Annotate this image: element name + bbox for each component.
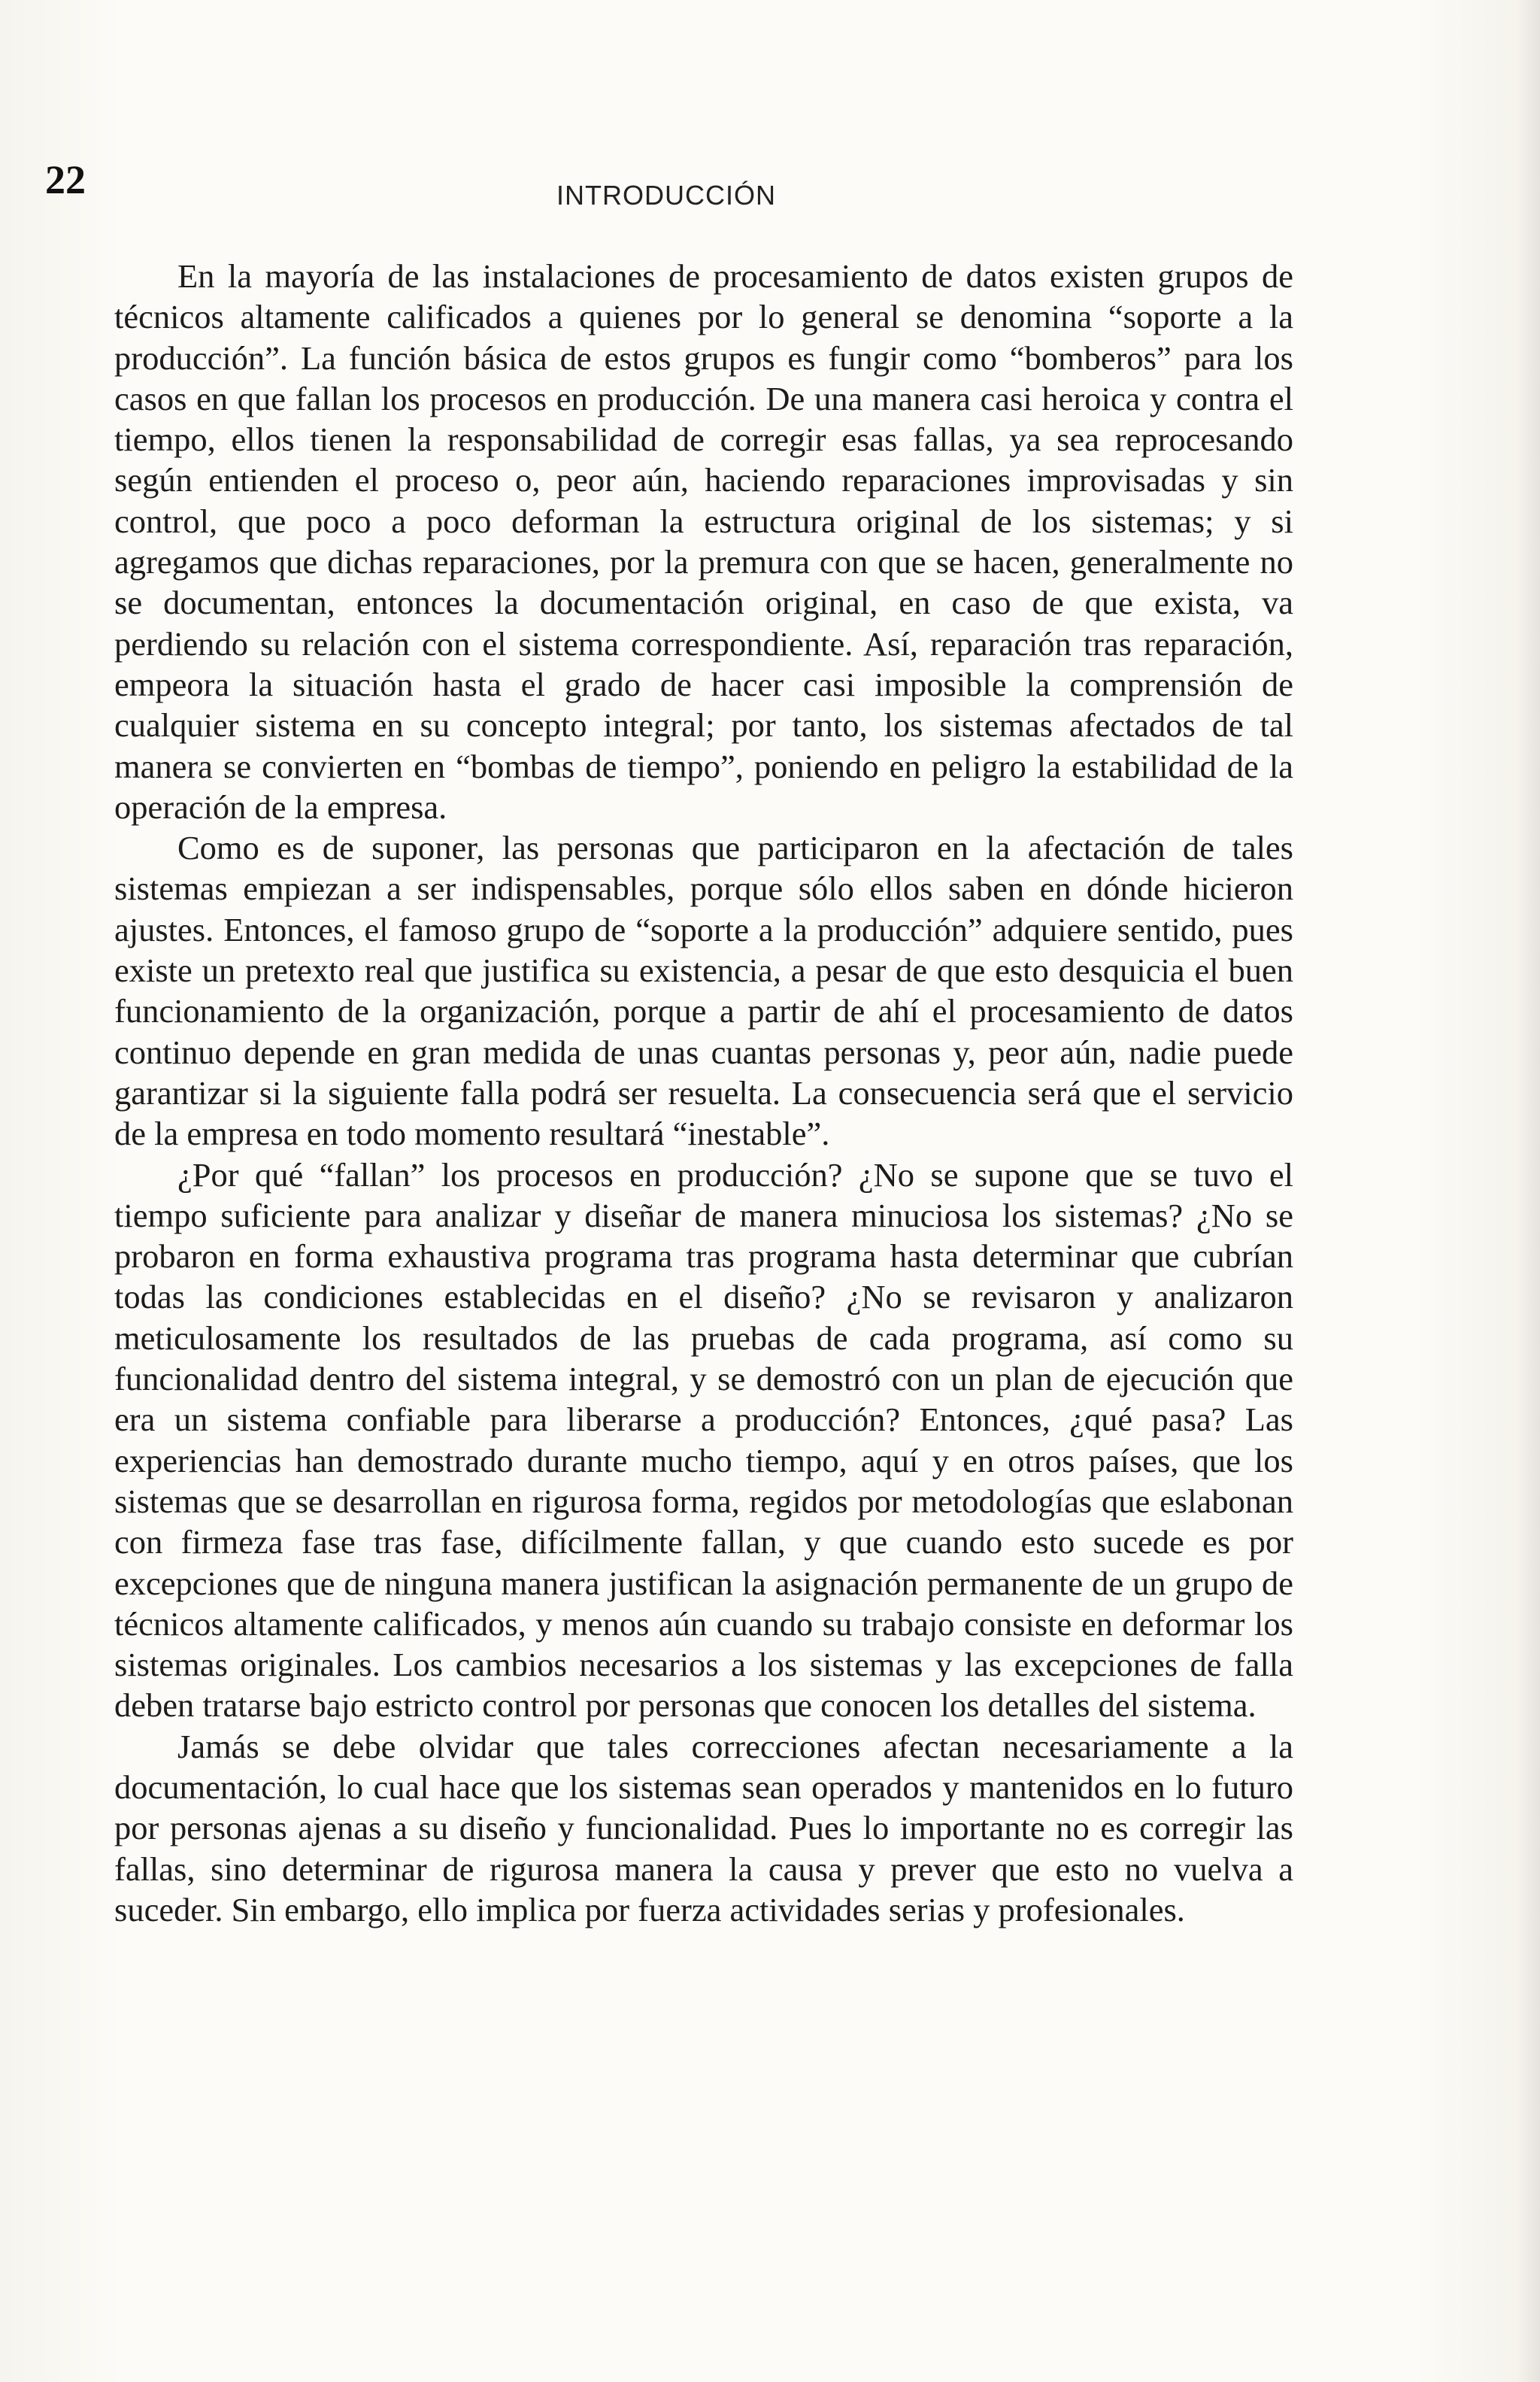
paragraph: ¿Por qué “fallan” los procesos en producción? ¿No se supone que se tuvo el tiempo suficiente para analizar y diseñar de manera minuciosa los sistemas? ¿No se probaron en forma exhaustiva programa tras programa hasta determinar que cubrían todas las condiciones establecidas en el diseño? ¿No se revisaron y analizaron meticulosamente los resultados de las pruebas de cada programa, así como su funcionalidad dentro del sistema integral, y se demostró con un plan de ejecución que era un sistema confiable para liberarse a producción? Entonces, ¿qué pasa? Las experiencias han demostrado durante mucho tiempo, aquí y en otros países, que los sistemas que se desarrollan en rigurosa forma, regidos por metodologías que eslabonan con firmeza fase tras fase, difícilmente fallan, y que cuando esto sucede es por excepciones que de ninguna manera justifican la asignación permanente de un grupo de técnicos altamente calificados, y menos aún cuando su trabajo consiste en deformar los sistemas originales. Los cambios necesarios a los sistemas y las excepciones de falla deben tratarse bajo estricto control por personas que conocen los detalles del sistema. [114,1155,1293,1725]
page-number: 22 [45,157,86,202]
page-edge-shadow [1517,0,1540,2382]
paragraph: En la mayoría de las instalaciones de procesamiento de datos existen grupos de técnicos altamente calificados a quienes por lo general se denomina “soporte a la producción”. La función básica de estos grupos es fungir como “bomberos” para los casos en que fallan los procesos en producción. De una manera casi heroica y contra el tiempo, ellos tienen la responsabilidad de corregir esas fallas, ya sea reprocesando según entienden el proceso o, peor aún, haciendo reparaciones improvisadas y sin control, que poco a poco deforman la estructura original de los sistemas; y si agregamos que dichas reparaciones, por la premura con que se hacen, generalmente no se documentan, entonces la documentación original, en caso de que exista, va perdiendo su relación con el sistema correspondiente. Así, reparación tras reparación, empeora la situación hasta el grado de hacer casi imposible la comprensión de cualquier sistema en su concepto integral; por tanto, los sistemas afectados de tal manera se convierten en “bombas de tiempo”, poniendo en peligro la estabilidad de la operación de la empresa. [114,257,1293,826]
body-text [114,256,1293,1930]
running-head: INTRODUCCIÓN [556,180,776,211]
paragraph: Jamás se debe olvidar que tales correcciones afectan necesariamente a la documentación, lo cual hace que los sistemas sean operados y mantenidos en lo futuro por personas ajenas a su diseño y funcionalidad. Pues lo importante no es corregir las fallas, sino determinar de rigurosa manera la causa y prever que esto no vuelva a suceder. Sin embargo, ello implica por fuerza actividades serias y profesionales. [114,1727,1293,1928]
paragraph: Como es de suponer, las personas que participaron en la afectación de tales sistemas empiezan a ser indispensables, porque sólo ellos saben en dónde hicieron ajustes. Entonces, el famoso grupo de “soporte a la producción” adquiere sentido, pues existe un pretexto real que justifica su existencia, a pesar de que esto desquicia el buen funcionamiento de la organización, porque a partir de ahí el procesamiento de datos continuo depende en gran medida de unas cuantas personas y, peor aún, nadie puede garantizar si la siguiente falla podrá ser resuelta. La consecuencia será que el servicio de la empresa en todo momento resultará “inestable”. [114,829,1293,1153]
